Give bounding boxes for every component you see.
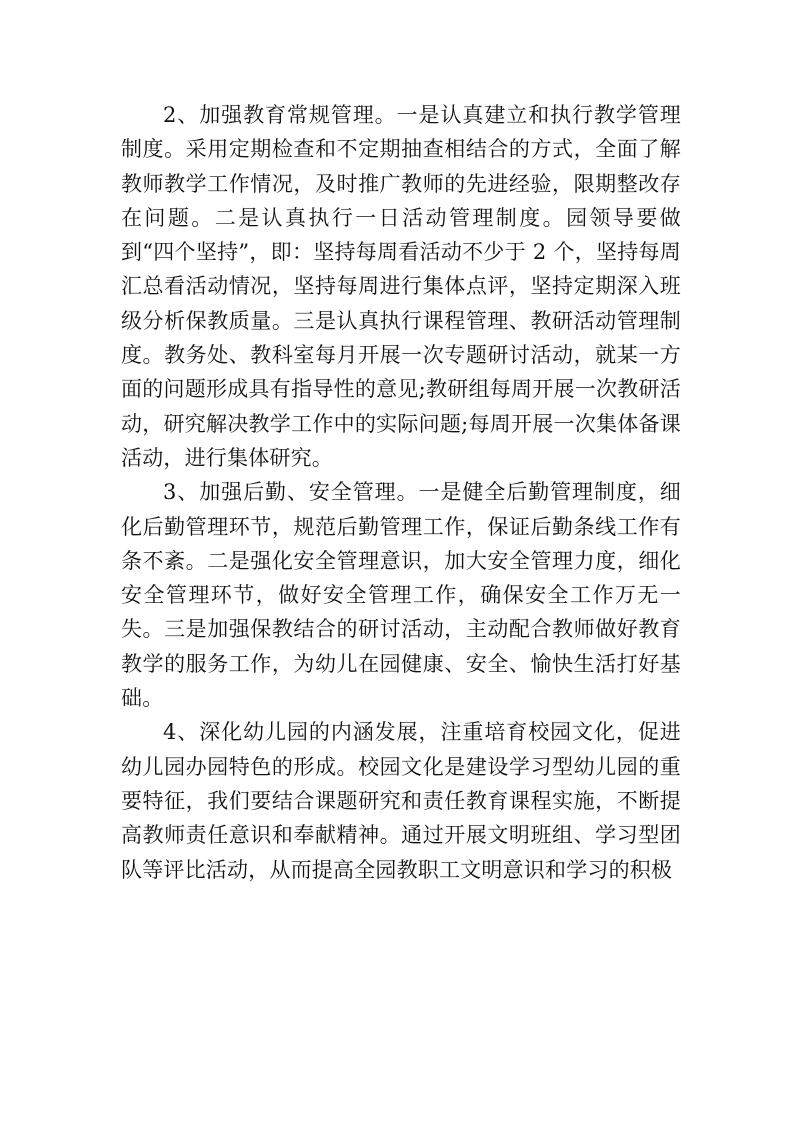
paragraph-kindergarten-culture: 4、深化幼儿园的内涵发展，注重培育校园文化，促进幼儿园办园特色的形成。校园文化是建设学习型幼儿园的重要特征，我们要结合课题研究和责任教育课程实施，不断提高教师责任意识和奉献精神。通过开展文明班组、学习型团队等评比活动，从而提高全园教职工文明意识和学习的积极 (121, 720, 681, 882)
paragraph-logistics-safety: 3、加强后勤、安全管理。一是健全后勤管理制度，细化后勤管理环节，规范后勤管理工作，保证后勤条线工作有条不紊。二是强化安全管理意识，加大安全管理力度，细化安全管理环节，做好安全管理工作，确保安全工作万无一失。三是加强保教结合的研讨活动，主动配合教师做好教育教学的服务工作，为幼儿在园健康、安全、愉快生活打好基础。 (121, 480, 681, 711)
paragraph-education-management: 2、加强教育常规管理。一是认真建立和执行教学管理制度。采用定期检查和不定期抽查相结合的方式，全面了解教师教学工作情况，及时推广教师的先进经验，限期整改存在问题。二是认真执行一日活动管理制度。园领导要做到“四个坚持”，即：坚持每周看活动不少于 2 个，坚持每周汇总看活动情况，坚持每周进行集体点评，坚持定期深入班级分析保教质量。三是认真执行课程管理、教研活动管理制度。教务处、教科室每月开展一次专题研讨活动，就某一方面的问题形成具有指导性的意见;教研组每周开展一次教研活动，研究解决教学工作中的实际问题;每周开展一次集体备课活动，进行集体研究。 (121, 103, 681, 470)
document-body (121, 98, 681, 887)
